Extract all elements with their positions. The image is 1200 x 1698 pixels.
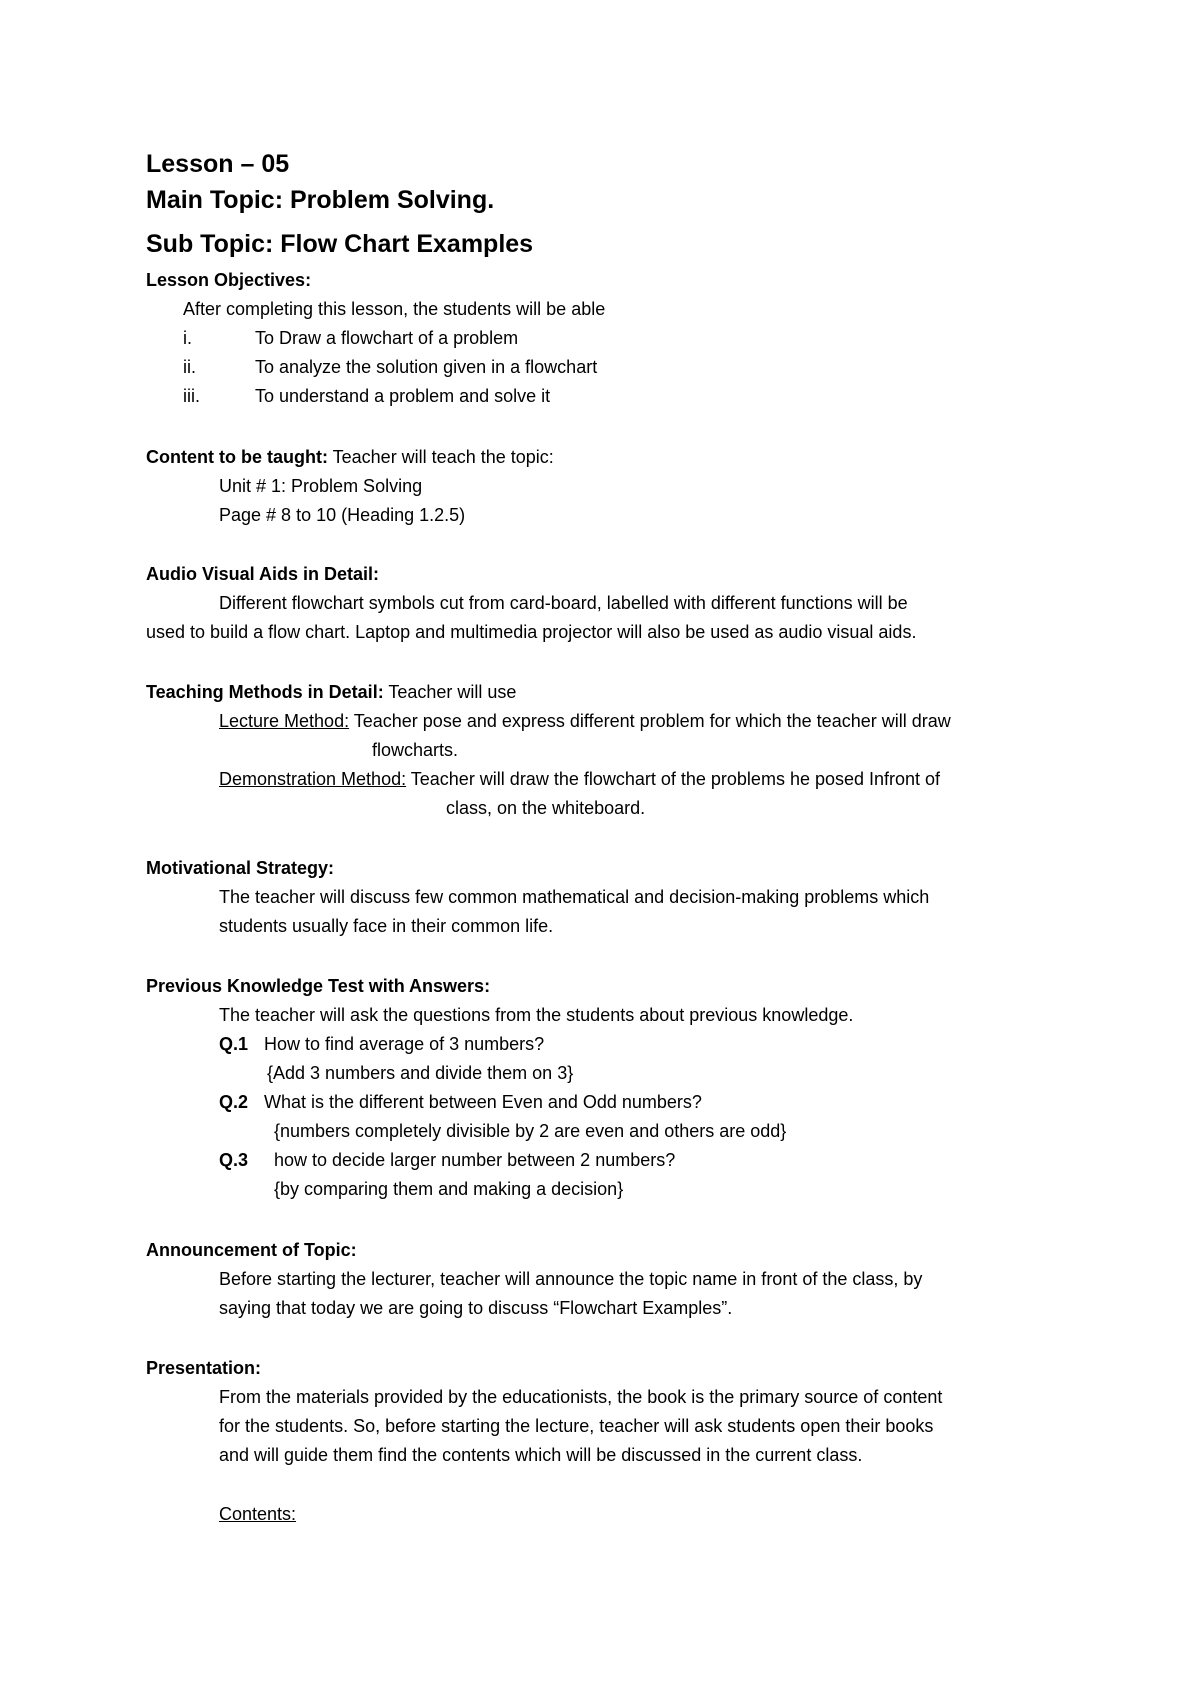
- demo-method-line: [219, 769, 940, 790]
- objective-num: i.: [183, 328, 192, 348]
- test-intro: The teacher will ask the questions from the students about previous knowledge.: [219, 1005, 854, 1025]
- question-label: Q.2: [219, 1092, 249, 1112]
- methods-heading: Teaching Methods in Detail:: [146, 682, 384, 702]
- content-line: [146, 447, 554, 468]
- lesson-number: Lesson – 05: [146, 150, 290, 178]
- lecture-method-label: Lecture Method:: [219, 711, 350, 731]
- announcement-line: saying that today we are going to discuss “Flowchart Examples”.: [219, 1298, 733, 1318]
- presentation-line: and will guide them find the contents which will be discussed in the current class.: [219, 1445, 863, 1465]
- motivation-heading: Motivational Strategy:: [146, 858, 335, 878]
- announcement-line: Before starting the lecturer, teacher will announce the topic name in front of the class, by: [219, 1269, 923, 1289]
- methods-line: [146, 682, 516, 703]
- question-text: What is the different between Even and Odd numbers?: [264, 1092, 702, 1112]
- question-text: How to find average of 3 numbers?: [264, 1034, 545, 1054]
- aids-line: used to build a flow chart. Laptop and multimedia projector will also be used as audio visual aids.: [146, 622, 917, 642]
- question-label: Q.1: [219, 1034, 249, 1054]
- objective-num: ii.: [183, 357, 196, 377]
- presentation-heading: Presentation:: [146, 1358, 262, 1378]
- demo-method-label: Demonstration Method:: [219, 769, 407, 789]
- main-topic: Main Topic: Problem Solving.: [146, 186, 495, 214]
- test-heading: Previous Knowledge Test with Answers:: [146, 976, 491, 996]
- lecture-method-line: [219, 711, 951, 732]
- content-text: Teacher will teach the topic:: [327, 447, 554, 467]
- presentation-line: for the students. So, before starting the lecture, teacher will ask students open their books: [219, 1416, 934, 1436]
- announcement-heading: Announcement of Topic:: [146, 1240, 357, 1260]
- aids-heading: Audio Visual Aids in Detail:: [146, 564, 380, 584]
- objective-text: To understand a problem and solve it: [255, 386, 551, 406]
- motivation-line: The teacher will discuss few common mathematical and decision-making problems which: [219, 887, 930, 907]
- content-heading: Content to be taught:: [146, 447, 328, 467]
- lecture-method-cont: flowcharts.: [372, 740, 459, 760]
- demo-method-cont: class, on the whiteboard.: [446, 798, 646, 818]
- motivation-line: students usually face in their common life.: [219, 916, 554, 936]
- objectives-heading: Lesson Objectives:: [146, 270, 312, 290]
- objective-num: iii.: [183, 386, 200, 406]
- objective-text: To Draw a flowchart of a problem: [255, 328, 519, 348]
- objective-text: To analyze the solution given in a flowchart: [255, 357, 598, 377]
- answer-text: {Add 3 numbers and divide them on 3}: [267, 1063, 574, 1083]
- presentation-line: From the materials provided by the educationists, the book is the primary source of content: [219, 1387, 943, 1407]
- content-unit: Unit # 1: Problem Solving: [219, 476, 423, 496]
- question-text: how to decide larger number between 2 numbers?: [274, 1150, 676, 1170]
- objectives-intro: After completing this lesson, the students will be able: [183, 299, 606, 319]
- answer-text: {numbers completely divisible by 2 are even and others are odd}: [274, 1121, 787, 1141]
- question-label: Q.3: [219, 1150, 249, 1170]
- answer-text: {by comparing them and making a decision}: [274, 1179, 624, 1199]
- content-page: Page # 8 to 10 (Heading 1.2.5): [219, 505, 466, 525]
- contents-label: Contents:: [219, 1504, 297, 1524]
- methods-text: Teacher will use: [383, 682, 517, 702]
- lecture-method-text: Teacher pose and express different problem for which the teacher will draw: [349, 711, 951, 731]
- aids-line: Different flowchart symbols cut from card-board, labelled with different functions will be: [219, 593, 908, 613]
- sub-topic: Sub Topic: Flow Chart Examples: [146, 230, 534, 258]
- demo-method-text: Teacher will draw the flowchart of the problems he posed Infront of: [406, 769, 941, 789]
